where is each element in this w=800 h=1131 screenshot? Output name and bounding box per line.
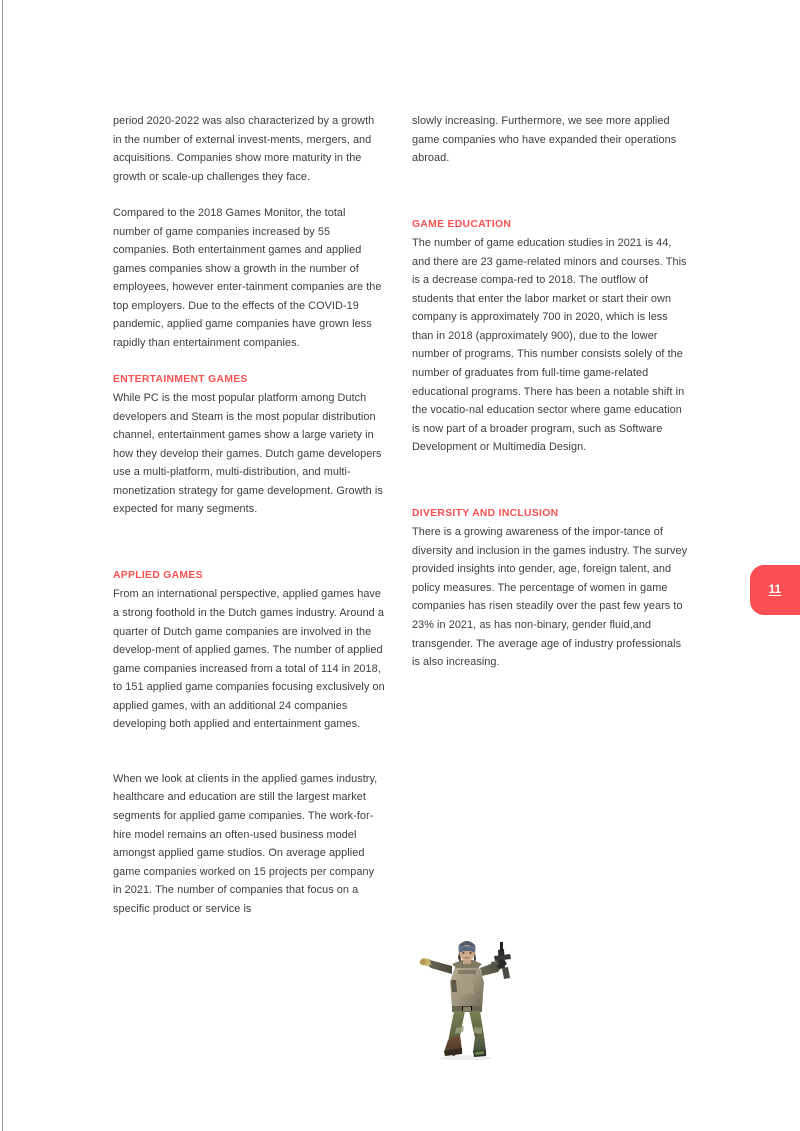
section-entertainment-games [113,371,385,519]
section-spacer [113,537,385,555]
section-heading-applied-games: APPLIED GAMES [113,569,203,581]
paragraph-operations-abroad: slowly increasing. Furthermore, we see more applied game companies who have expanded their operations abroad. [412,115,677,165]
section-body-diversity-and-inclusion: There is a growing awareness of the impor-tance of diversity and inclusion in the games industry. The survey provided insights into gender, age, foreign talent, and policy measures. The percentage of women in game companies has risen steadily over the past few years to 23% in 2021, as has non-binary, gender fluid,and transgender. The average age of industry professionals is also increasing. [412,526,688,669]
left-text-column [113,112,385,918]
section-body-game-education: The number of game education studies in 2021 is 44, and there are 23 game-related minors and courses. This is a decrease compa-red to 2018. The outflow of students that enter the labor market or start their own company is approximately 700 in 2020, which is less than in 2018 (approximately 900), due to the lower number of programs. This number consists solely of the number of graduates from full-time game-related educational programs. There has been a notable shift in the vocatio-nal education sector where game education is now part of a broader program, such as Software Development or Multimedia Design. [412,237,687,454]
paragraph-games-monitor-comparison: Compared to the 2018 Games Monitor, the total number of game companies increased by 55 companies. Both entertainment games and applied games companies show a growth in the number of employees, however enter-tainment companies are the top employers. Due to the effects of the COVID-19 pandemic, applied game companies have grown less rapidly than entertainment companies. [113,207,382,350]
section-diversity-and-inclusion [412,505,689,672]
page-number: 11 [768,584,782,596]
game-character-illustration [418,932,522,1060]
right-text-column [412,112,689,690]
page-binding-edge [2,0,3,1131]
section-applied-games [113,567,385,734]
section-body-entertainment-games: While PC is the most popular platform among Dutch developers and Steam is the most popular distribution channel, entertainment games show a large variety in how they develop their games. Dutch game developers use a multi-platform, multi-distribution, and multi-monetization strategy for game development. Growth is expected for many segments. [113,392,383,516]
section-heading-entertainment-games: ENTERTAINMENT GAMES [113,373,248,385]
section-game-education [412,216,689,457]
section-body-applied-games: From an international perspective, applied games have a strong foothold in the Dutch games industry. Around a quarter of Dutch game companies are involved in the develop-ment of applied games. The number of applied game companies increased from a total of 114 in 2018, to 151 applied game companies focusing exclusively on applied games, with an additional 24 companies developing both applied and entertainment games. [113,588,385,731]
section-heading-game-education: GAME EDUCATION [412,218,512,230]
section-heading-diversity-and-inclusion: DIVERSITY AND INCLUSION [412,507,559,519]
paragraph-applied-games-clients: When we look at clients in the applied games industry, healthcare and education are still the largest market segments for applied game companies. The work-for-hire model remains an often-used business model amongst applied game studios. On average applied game companies worked on 15 projects per company in 2021. The number of companies that focus on a specific product or service is [113,772,378,915]
section-spacer [412,186,689,204]
game-character-soldier-icon [418,932,522,1060]
paragraph-spacer [113,752,385,770]
page-number-tab [750,565,800,615]
section-spacer [412,475,689,493]
paragraph-continuation: period 2020-2022 was also characterized by a growth in the number of external invest-ments, mergers, and acquisitions. Companies show more maturity in the growth or scale-up challenges they face. [113,115,375,183]
